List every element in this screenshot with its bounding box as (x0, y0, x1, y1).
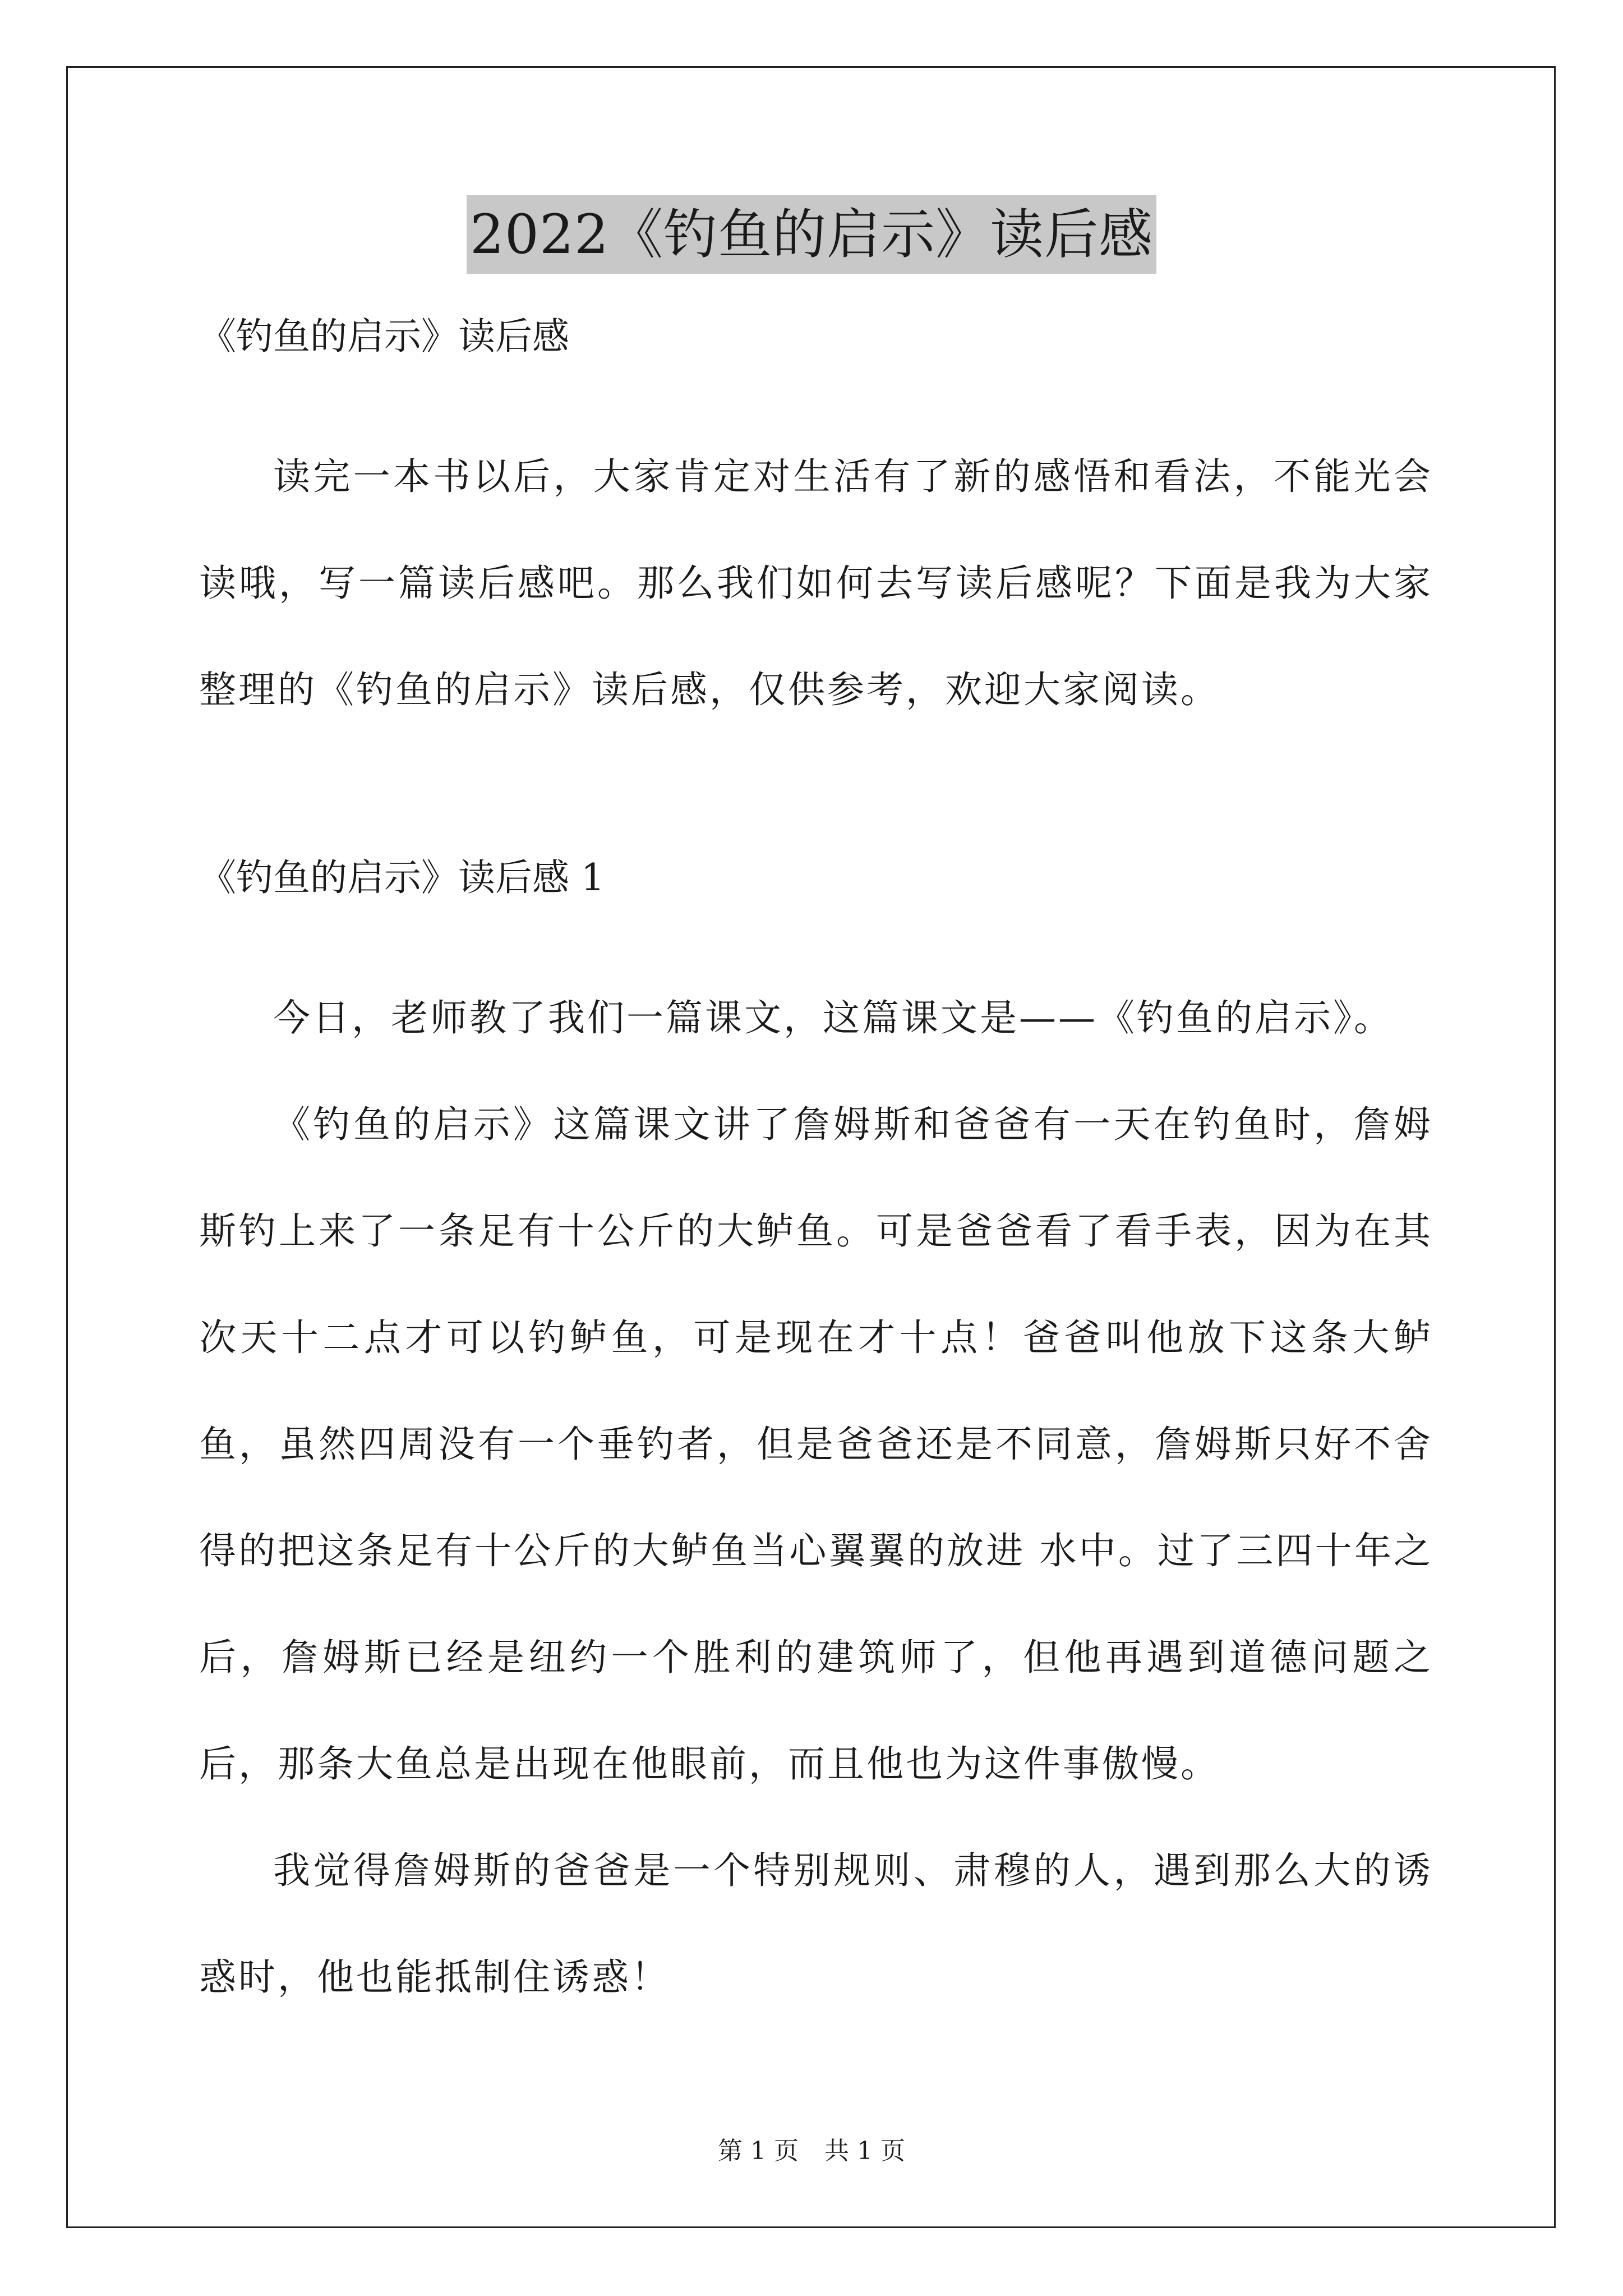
page-total: 共 1 页 (824, 2137, 905, 2165)
body-paragraph-3: 我觉得詹姆斯的爸爸是一个特别规则、肃穆的人，遇到那么大的诱惑时，他也能抵制住诱惑！ (199, 1849, 1433, 1999)
intro-heading: 《钓鱼的启示》读后感 (199, 315, 569, 358)
title-container (0, 195, 1623, 274)
section-spacer (199, 743, 1433, 855)
body-paragraph-1: 今日，老师教了我们一篇课文，这篇课文是——《钓鱼的启示》。 (273, 996, 1393, 1039)
document-body (199, 314, 1433, 2031)
body-paragraph-2: 《钓鱼的启示》这篇课文讲了詹姆斯和爸爸有一天在钓鱼时，詹姆斯钓上来了一条足有十公斤的大鲈鱼。可是爸爸看了看手表，因为在其次天十二点才可以钓鲈鱼，可是现在才十点！爸爸叫他放下这条大鲈鱼，虽然四周没有一个垂钓者，但是爸爸还是不同意，詹姆斯只好不舍得的把这条足有十公斤的大鲈鱼当心翼翼的放进 水中。过了三四十年之后，詹姆斯已经是纽约一个胜利的建筑师了，但他再遇到道德问题之后，那条大鱼总是出现在他眼前，而且他也为这件事傲慢。 (199, 1103, 1433, 1786)
page-footer (0, 2134, 1623, 2168)
document-title: 2022《钓鱼的启示》读后感 (467, 195, 1156, 274)
page-number: 第 1 页 (718, 2137, 799, 2165)
section-heading: 《钓鱼的启示》读后感 1 (199, 856, 605, 899)
intro-paragraph: 读完一本书以后，大家肯定对生活有了新的感悟和看法，不能光会读哦，写一篇读后感吧。那么我们如何去写读后感呢？下面是我为大家整理的《钓鱼的启示》读后感，仅供参考，欢迎大家阅读。 (199, 455, 1433, 711)
